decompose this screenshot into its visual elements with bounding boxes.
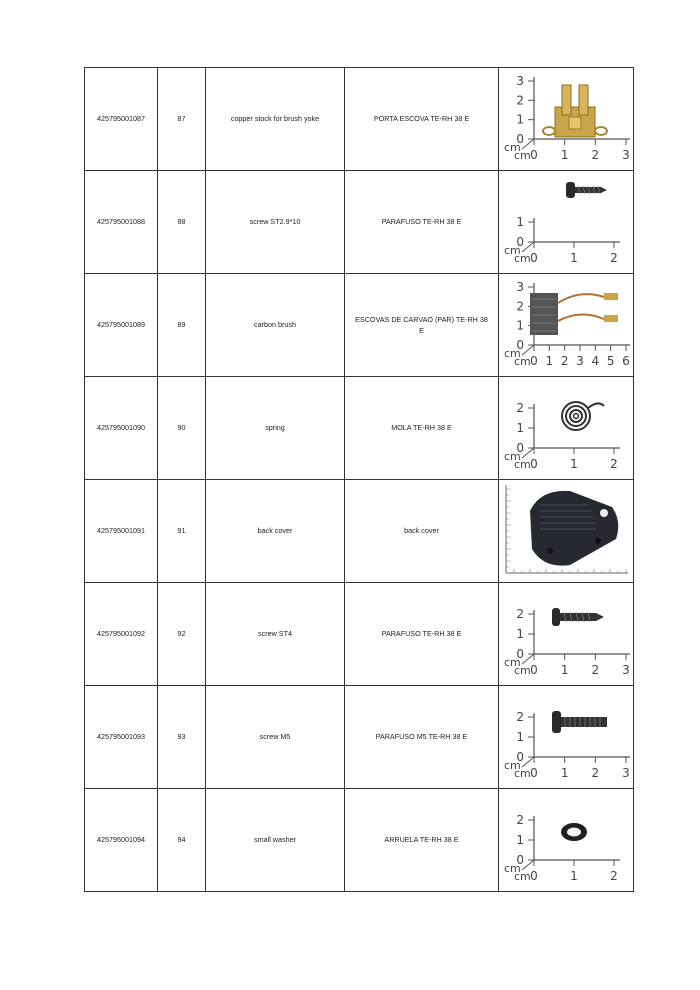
ruler (504, 215, 620, 265)
carbon-brush-icon (530, 293, 618, 335)
ruler-y-label: 2 (516, 299, 524, 314)
ruler-x-label: 6 (622, 354, 630, 368)
ruler-unit-label: cm (514, 252, 531, 265)
ruler-x-label: 1 (560, 148, 569, 162)
part-photo (500, 790, 632, 890)
parts-table (84, 67, 634, 892)
ruler-y-label: 0 (516, 647, 524, 661)
ruler-unit-label: cm (514, 767, 531, 780)
ruler-y-label: 2 (516, 710, 524, 724)
ruler-x-label: 2 (610, 251, 618, 265)
ruler-y-label: 1 (516, 318, 524, 333)
part-code: 425795001093 (85, 686, 158, 789)
part-code: 425795001094 (85, 789, 158, 892)
position-number: 88 (158, 171, 206, 274)
part-photo (500, 69, 632, 169)
description-portuguese: ARRUELA TE-RH 38 E (345, 789, 499, 892)
ruler-y-label: 1 (516, 730, 524, 744)
ruler-y-label: 3 (516, 280, 524, 294)
brush-holder-icon (543, 85, 607, 137)
ruler-unit-label: cm (514, 664, 531, 677)
ruler-x-label: 1 (560, 663, 569, 677)
machine-screw-icon (552, 711, 607, 733)
position-number: 94 (158, 789, 206, 892)
ruler-x-label: 1 (560, 766, 569, 780)
ruler-y-label: 0 (516, 235, 524, 249)
ruler-y-label: 1 (516, 112, 524, 127)
ruler-x-label: 0 (530, 354, 538, 368)
screw-icon (552, 608, 604, 626)
ruler-y-label: 2 (516, 93, 524, 108)
part-photo (500, 481, 632, 581)
description-portuguese: PARAFUSO M5 TE-RH 38 E (345, 686, 499, 789)
part-code: 425795001092 (85, 583, 158, 686)
ruler-x-label: 0 (530, 148, 538, 162)
description-english: screw M5 (206, 686, 345, 789)
description-english: spring (206, 377, 345, 480)
table-row (85, 480, 634, 583)
position-number: 91 (158, 480, 206, 583)
ruler-unit-label: cm (504, 450, 521, 463)
ruler-x-label: 2 (560, 354, 569, 368)
ruler-x-label: 0 (530, 869, 538, 883)
part-code: 425795001089 (85, 274, 158, 377)
ruler-unit-label: cm (504, 347, 521, 360)
part-photo (500, 275, 632, 375)
description-english: screw ST2.9*10 (206, 171, 345, 274)
ruler-x-label: 1 (570, 251, 578, 265)
ruler (504, 813, 620, 883)
washer-icon (561, 823, 587, 841)
position-number: 93 (158, 686, 206, 789)
part-code: 425795001091 (85, 480, 158, 583)
table-row (85, 789, 634, 892)
part-code: 425795001090 (85, 377, 158, 480)
ruler-y-label: 1 (516, 833, 524, 847)
ruler-y-label: 2 (516, 401, 524, 415)
table-row (85, 274, 634, 377)
ruler-x-label: 4 (591, 354, 600, 368)
part-photo (500, 687, 632, 787)
description-english: small washer (206, 789, 345, 892)
table-row (85, 377, 634, 480)
ruler-x-label: 1 (545, 354, 554, 368)
table-row (85, 686, 634, 789)
ruler-unit-label: cm (504, 244, 521, 257)
ruler-x-label: 3 (622, 148, 630, 162)
ruler-x-label: 2 (610, 457, 618, 471)
ruler-x-label: 2 (610, 869, 618, 883)
ruler-unit-label: cm (504, 656, 521, 669)
ruler-unit-label: cm (504, 141, 521, 154)
ruler-x-label: 1 (570, 869, 578, 883)
spring-icon (562, 402, 604, 430)
ruler-x-label: 2 (591, 663, 600, 677)
ruler-unit-label: cm (514, 458, 531, 471)
ruler-y-label: 1 (516, 215, 524, 229)
description-portuguese: ESCOVAS DE CARVAO (PAR) TE-RH 38 E (345, 274, 499, 377)
description-portuguese: PARAFUSO TE-RH 38 E (345, 583, 499, 686)
description-english: copper stock for brush yoke (206, 68, 345, 171)
ruler-x-label: 0 (530, 766, 538, 780)
description-english: back cover (206, 480, 345, 583)
description-english: screw ST4 (206, 583, 345, 686)
position-number: 92 (158, 583, 206, 686)
ruler-unit-label: cm (514, 355, 531, 368)
ruler-x-label: 5 (606, 354, 615, 368)
ruler-y-label: 0 (516, 132, 524, 146)
table-row (85, 583, 634, 686)
description-portuguese: PORTA ESCOVA TE-RH 38 E (345, 68, 499, 171)
ruler-x-label: 3 (622, 766, 630, 780)
part-photo (500, 172, 632, 272)
table-row (85, 171, 634, 274)
ruler-y-label: 2 (516, 813, 524, 827)
position-number: 87 (158, 68, 206, 171)
part-photo (500, 584, 632, 684)
ruler-y-label: 1 (516, 627, 524, 641)
description-english: carbon brush (206, 274, 345, 377)
table-row (85, 68, 634, 171)
part-code: 425795001087 (85, 68, 158, 171)
ruler-x-label: 0 (530, 251, 538, 265)
ruler-y-label: 0 (516, 338, 524, 352)
ruler-x-label: 3 (576, 354, 584, 368)
ruler-x-label: 1 (570, 457, 578, 471)
ruler-y-label: 2 (516, 607, 524, 621)
ruler-y-label: 3 (516, 74, 524, 88)
description-portuguese: back cover (345, 480, 499, 583)
ruler-x-label: 2 (591, 766, 600, 780)
ruler-x-label: 2 (591, 148, 600, 162)
ruler-unit-label: cm (504, 862, 521, 875)
ruler-y-label: 0 (516, 853, 524, 867)
ruler-unit-label: cm (504, 759, 521, 772)
part-photo (500, 378, 632, 478)
ruler-unit-label: cm (514, 149, 531, 162)
ruler-y-label: 1 (516, 421, 524, 435)
ruler-y-label: 0 (516, 750, 524, 764)
ruler-x-label: 0 (530, 663, 538, 677)
ruler-y-label: 0 (516, 441, 524, 455)
position-number: 89 (158, 274, 206, 377)
screw-icon (566, 182, 607, 198)
part-code: 425795001088 (85, 171, 158, 274)
back-cover-icon (530, 491, 618, 566)
ruler-x-label: 0 (530, 457, 538, 471)
position-number: 90 (158, 377, 206, 480)
description-portuguese: PARAFUSO TE-RH 38 E (345, 171, 499, 274)
description-portuguese: MOLA TE-RH 38 E (345, 377, 499, 480)
ruler-unit-label: cm (514, 870, 531, 883)
ruler-x-label: 3 (622, 663, 630, 677)
